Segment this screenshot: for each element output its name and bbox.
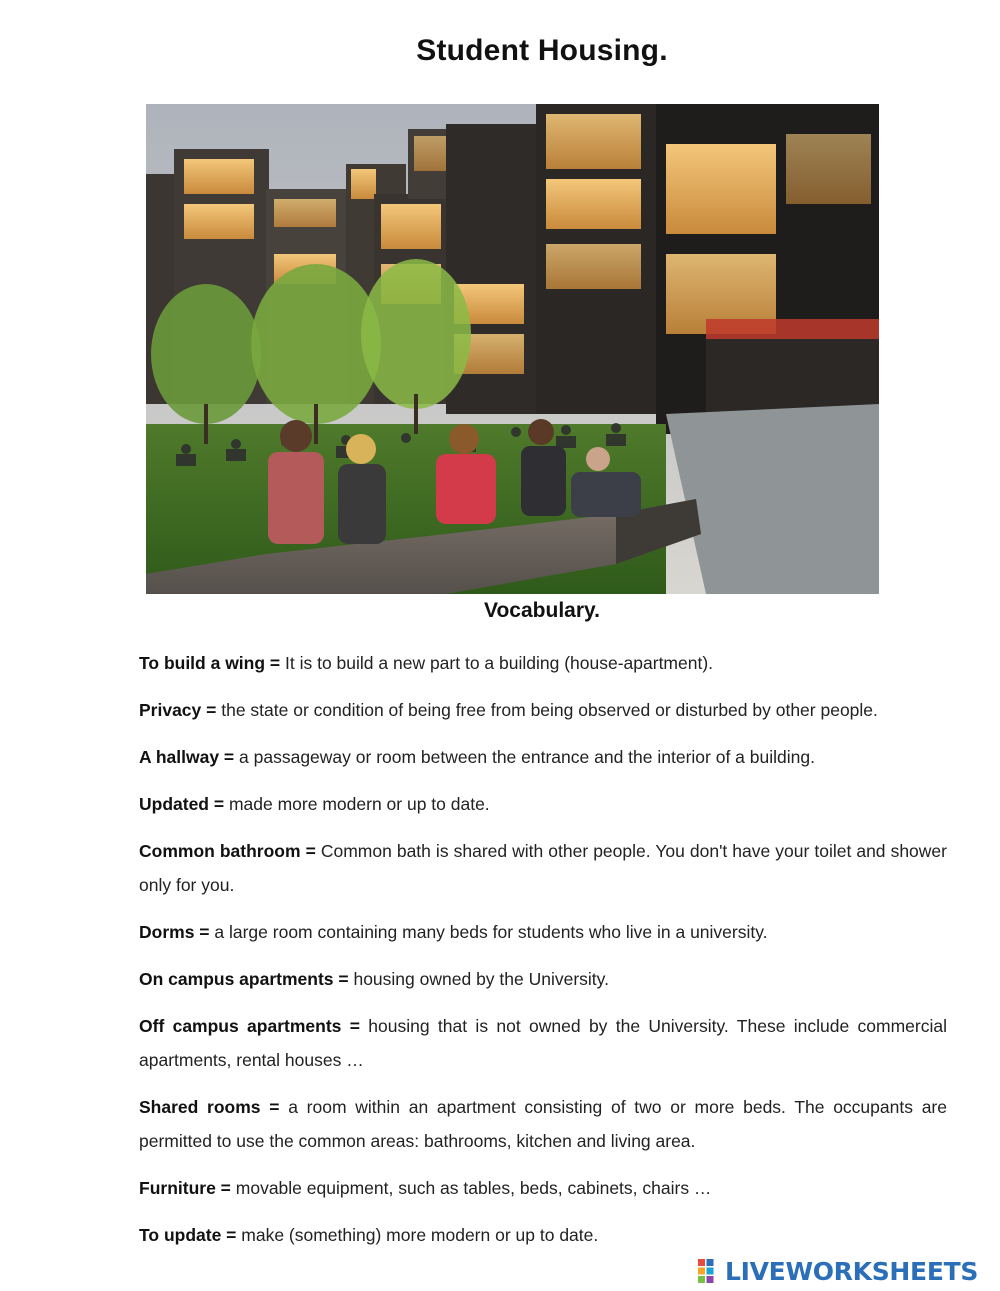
liveworksheets-logo[interactable] — [697, 1254, 978, 1288]
vocab-definition: movable equipment, such as tables, beds, cabinets, chairs … — [235, 1178, 712, 1198]
vocab-definition: make (something) more modern or up to date. — [241, 1225, 599, 1245]
vocab-definition: the state or condition of being free from being observed or disturbed by other people. — [221, 700, 878, 720]
vocab-entry — [139, 834, 947, 902]
vocab-term: Shared rooms = — [139, 1097, 280, 1117]
vocab-entry — [139, 915, 947, 949]
vocab-term: Updated = — [139, 794, 225, 814]
vocab-definition: Common bath is shared with other people. You don't have your toilet and shower only for you. — [139, 841, 947, 895]
vocab-term: Furniture = — [139, 1178, 231, 1198]
courtyard-illustration — [146, 104, 879, 594]
vocab-entry — [139, 740, 947, 774]
vocab-entry — [139, 1009, 947, 1077]
vocab-term: Off campus apartments = — [139, 1016, 360, 1036]
vocab-term: Common bathroom = — [139, 841, 316, 861]
logo-text: LIVEWORKSHEETS — [725, 1256, 979, 1286]
vocab-term: To build a wing = — [139, 653, 281, 673]
page-title: Student Housing. — [416, 34, 668, 67]
vocab-entry — [139, 646, 947, 680]
vocab-entry — [139, 693, 947, 727]
vocab-term: Dorms = — [139, 922, 210, 942]
vocab-definition: a room within an apartment consisting of two or more beds. The occupants are permitted to use the common areas: bathrooms, kitchen and living area. — [139, 1097, 947, 1151]
vocab-definition: housing owned by the University. — [353, 969, 609, 989]
vocab-definition: It is to build a new part to a building (house-apartment). — [285, 653, 714, 673]
vocab-entry — [139, 1218, 947, 1252]
vocab-term: To update = — [139, 1225, 237, 1245]
vocab-definition: a passageway or room between the entrance and the interior of a building. — [239, 747, 815, 767]
vocab-term: Privacy = — [139, 700, 217, 720]
vocab-entry — [139, 1090, 947, 1158]
vocabulary-heading: Vocabulary. — [484, 599, 600, 622]
student-housing-photo — [146, 104, 879, 594]
vocabulary-list — [139, 646, 947, 1265]
vocab-entry — [139, 787, 947, 821]
vocab-definition: housing that is not owned by the University. These include commercial apartments, rental houses … — [139, 1016, 947, 1070]
liveworksheets-logo-icon — [697, 1258, 723, 1284]
vocab-definition: made more modern or up to date. — [228, 794, 490, 814]
vocab-definition: a large room containing many beds for students who live in a university. — [214, 922, 768, 942]
vocab-term: On campus apartments = — [139, 969, 349, 989]
vocab-entry — [139, 962, 947, 996]
vocab-entry — [139, 1171, 947, 1205]
vocab-term: A hallway = — [139, 747, 235, 767]
